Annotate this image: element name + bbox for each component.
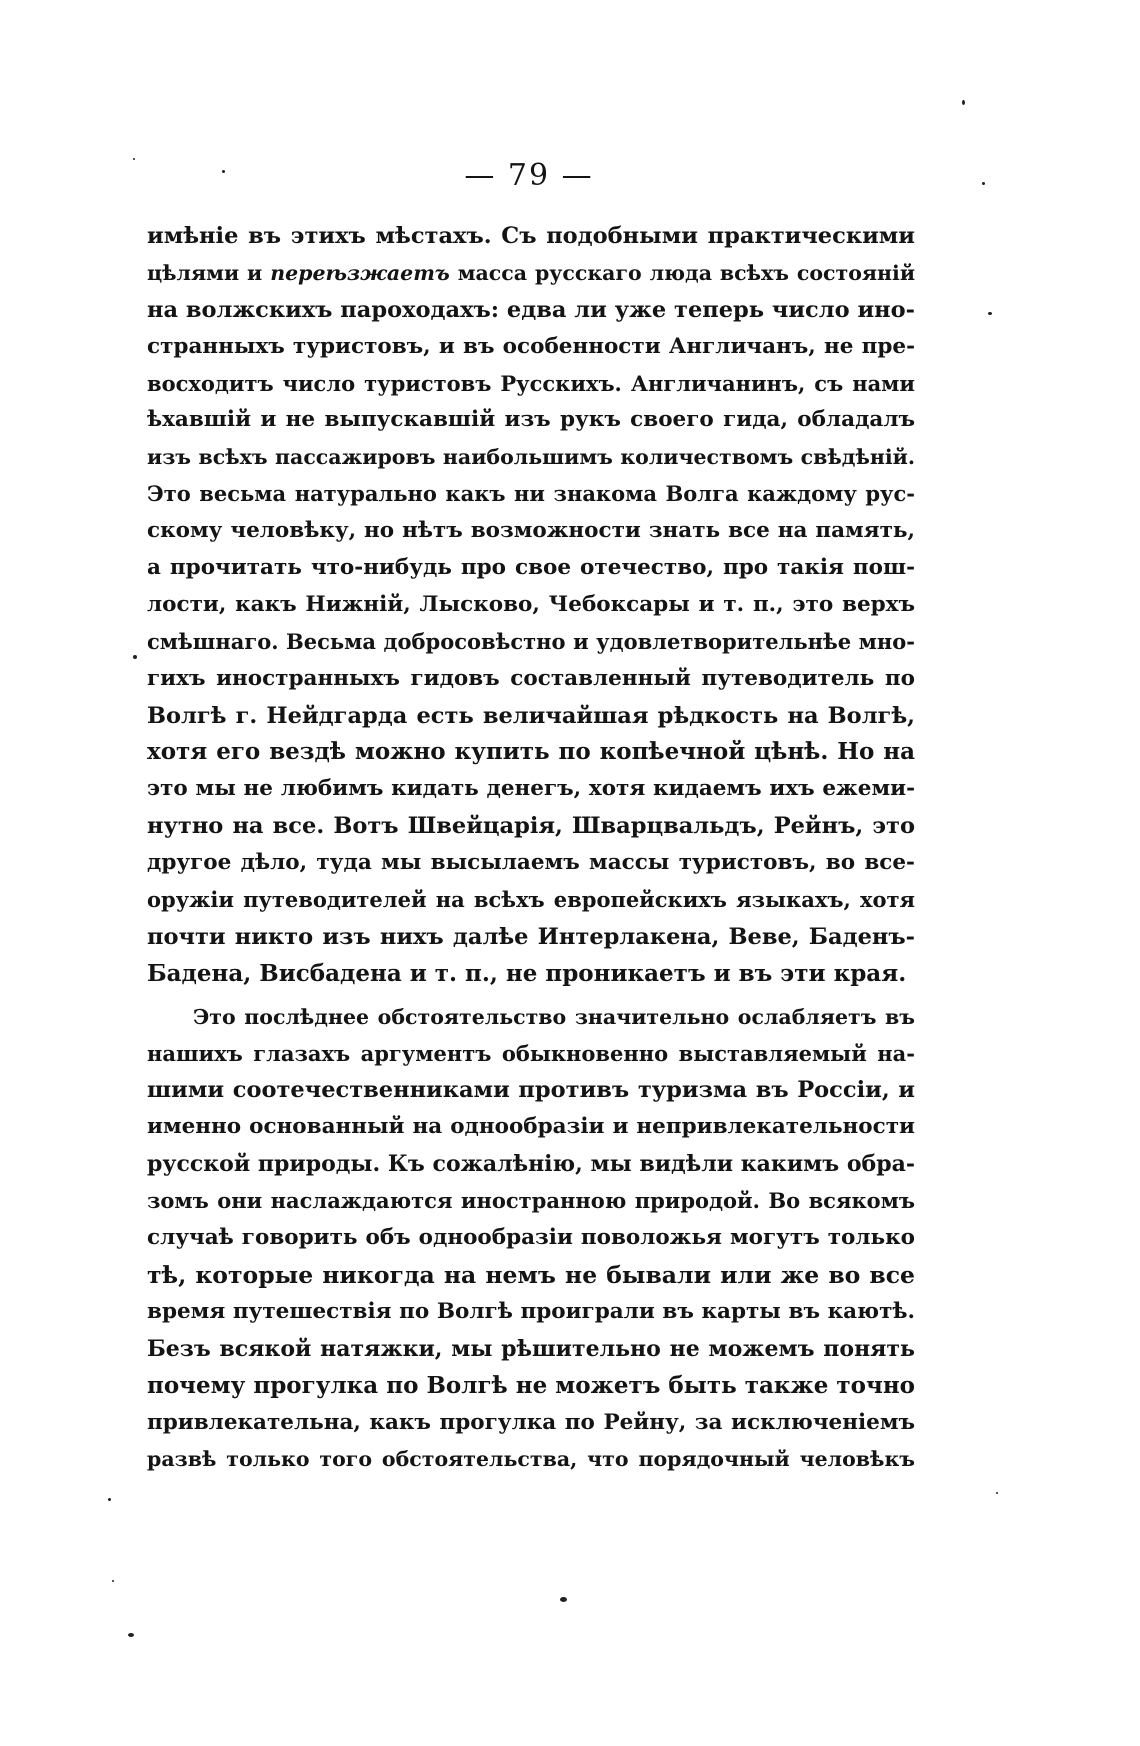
scan-speck [996, 1492, 998, 1494]
scan-speck [108, 1498, 111, 1501]
text-line: изъ всѣхъ пассажировъ наибольшимъ количествомъ свѣдѣній. [147, 445, 915, 470]
text-line: ѣхавшій и не выпускавшій изъ рукъ своего гида, обладалъ [147, 407, 915, 433]
text-line: лости, какъ Нижній, Лысково, Чебоксары и т. п., это верхъ [147, 591, 915, 617]
text-line: другое дѣло, туда мы высылаемъ массы туристовъ, во все- [147, 850, 915, 876]
text-line: смѣшнаго. Весьма добросовѣстно и удовлетворительнѣе мно- [147, 628, 915, 654]
scan-speck [962, 100, 965, 105]
scan-speck [222, 170, 225, 173]
text-line [147, 255, 915, 292]
page-number: — 79 — [464, 158, 594, 193]
scan-speck [112, 1580, 114, 1582]
text-line: хотя его вездѣ можно купить по копѣечной цѣнѣ. Но на [147, 738, 915, 766]
scan-speck [982, 182, 985, 185]
text-line: Это весьма натурально какъ ни знакома Волга каждому рус- [147, 481, 915, 507]
text-line: имѣніе въ этихъ мѣстахъ. Съ подобными практическими [147, 223, 915, 249]
text-line: нашихъ глазахъ аргументъ обыкновенно выставляемый на- [147, 1040, 915, 1066]
text-line: почти никто изъ нихъ далѣе Интерлакена, Веве, Баденъ- [147, 923, 915, 950]
text-line: скому человѣку, но нѣтъ возможности знать все на память, [147, 518, 915, 544]
text-line: нутно на все. Вотъ Швейцарія, Шварцвальдъ, Рейнъ, это [147, 813, 915, 840]
text-line: гихъ иностранныхъ гидовъ составленный путеводитель по [147, 665, 915, 691]
text-line: странныхъ туристовъ, и въ особенности Англичанъ, не пре- [147, 333, 915, 359]
italic-word: переѣзжаетъ [270, 260, 450, 285]
text-line: Волгѣ г. Нейдгарда есть величайшая рѣдкость на Волгѣ, [147, 702, 915, 729]
text-line: зомъ они наслаждаются иностранною природой. Во всякомъ [147, 1188, 915, 1214]
text-line: тѣ, которые никогда на немъ не бывали или же во все [147, 1260, 915, 1289]
text-line: на волжскихъ пароходахъ: едва ли уже теперь число ино- [147, 296, 915, 323]
scan-speck [133, 655, 137, 659]
text-line: Бадена, Висбадена и т. п., не проникаетъ и въ эти края. [147, 959, 907, 987]
text-line: развѣ только того обстоятельства, что порядочный человѣкъ [147, 1447, 915, 1472]
text-line: русской природы. Къ сожалѣнію, мы видѣли какимъ обра- [147, 1151, 915, 1178]
text-line: это мы не любимъ кидать денегъ, хотя кидаемъ ихъ ежеми- [147, 776, 915, 802]
body-text [147, 218, 915, 1478]
scan-speck [133, 158, 135, 160]
text-line: время путешествія по Волгѣ проиграли въ карты въ каютѣ. [147, 1298, 915, 1324]
text-line: Безъ всякой натяжки, мы рѣшительно не можемъ понять [147, 1335, 915, 1362]
text-line: а прочитать что-нибудь про свое отечество, про такія пош- [147, 555, 915, 581]
text-line: именно основанный на однообразіи и непривлекательности [147, 1114, 915, 1140]
scan-speck [128, 1633, 134, 1637]
text-run: масса русскаго люда всѣхъ состояній [457, 260, 915, 285]
text-line: почему прогулка по Волгѣ не можетъ быть также точно [147, 1371, 915, 1399]
scan-speck [560, 1597, 567, 1602]
text-line: случаѣ говорить объ однообразіи поволожья могутъ только [147, 1225, 915, 1251]
text-line: привлекательна, какъ прогулка по Рейну, за исключеніемъ [147, 1409, 915, 1435]
text-line: оружіи путеводителей на всѣхъ европейскихъ языкахъ, хотя [147, 887, 915, 913]
text-run: цѣлями и [147, 260, 263, 285]
text-line: Это послѣднее обстоятельство значительно ослабляетъ въ [193, 1004, 915, 1029]
scan-speck [988, 312, 992, 315]
text-line: шими соотечественниками противъ туризма въ Россіи, и [147, 1077, 915, 1104]
text-line: восходитъ число туристовъ Русскихъ. Англичанинъ, съ нами [147, 370, 915, 396]
